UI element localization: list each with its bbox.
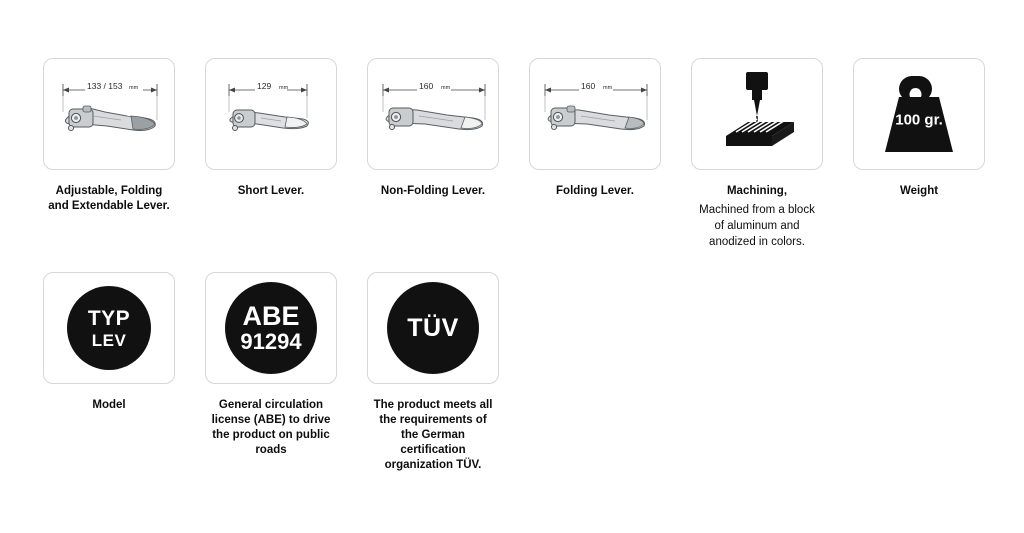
caption-line-1: Machining,: [726, 185, 788, 197]
caption-line-1: General circulation: [218, 399, 324, 411]
abe-card: [205, 272, 337, 384]
feature-weight: [846, 58, 992, 199]
badge-line-1: ABE: [242, 301, 300, 331]
caption-line-2: license (ABE) to drive: [211, 414, 331, 426]
model-card: [43, 272, 175, 384]
caption-line-1: Model: [92, 399, 126, 411]
tuv-badge-icon: [387, 282, 479, 374]
caption-line-1: The product meets all: [373, 399, 493, 411]
lever-folding-icon: [531, 60, 659, 168]
badge-line-1: TYP: [87, 306, 131, 330]
cnc-machining-icon: [702, 64, 812, 164]
badge-tuv: [360, 272, 506, 473]
dimension-unit: mm: [129, 85, 139, 91]
abe-badge-icon: [225, 282, 317, 374]
caption-line-1: Folding Lever.: [556, 185, 634, 197]
feature-non-folding-lever: [360, 58, 506, 199]
caption-line-1: Short Lever.: [237, 185, 305, 197]
feature-short-lever: [198, 58, 344, 199]
caption-line-1: Adjustable, Folding: [55, 185, 163, 197]
feature-caption: [522, 184, 668, 199]
dimension-value: 160: [419, 81, 434, 91]
lever-card: [205, 58, 337, 170]
caption-sub: [684, 202, 830, 250]
typ-lev-badge-icon: [67, 286, 151, 370]
caption-line-2: the requirements of: [379, 414, 487, 426]
caption-line-1: Non-Folding Lever.: [380, 185, 486, 197]
feature-caption: [684, 184, 830, 250]
dimension-value: 129: [257, 81, 272, 91]
lever-card: [529, 58, 661, 170]
caption-line-5: organization TÜV.: [384, 459, 482, 471]
caption-line-1: Weight: [899, 185, 939, 197]
badge-line-2: LEV: [91, 330, 127, 350]
feature-machining: [684, 58, 830, 250]
dimension-unit: mm: [279, 85, 289, 91]
lever-card: [43, 58, 175, 170]
badge-caption: [36, 398, 182, 413]
feature-adjustable-folding-extendable-lever: [36, 58, 182, 214]
caption-line-3: the German: [401, 429, 465, 441]
weight-card: [853, 58, 985, 170]
badge-caption: [360, 398, 506, 473]
lever-short-icon: [207, 60, 335, 168]
caption-sub-line-1: Machined from a block: [699, 204, 815, 216]
caption-sub-line-3: anodized in colors.: [709, 236, 805, 248]
weight-graphic: [869, 64, 969, 164]
badge-abe: [198, 272, 344, 458]
lever-card: [367, 58, 499, 170]
lever-non-folding-icon: [369, 60, 497, 168]
badge-caption: [198, 398, 344, 458]
feature-caption: [36, 184, 182, 214]
caption-sub-line-2: of aluminum and: [714, 220, 800, 232]
weight-value: 100 gr.: [895, 111, 943, 129]
feature-caption: [846, 184, 992, 199]
machining-card: [691, 58, 823, 170]
tuv-card: [367, 272, 499, 384]
badge-line-2: 91294: [240, 329, 302, 354]
badge-model: [36, 272, 182, 413]
badge-row-bottom: [36, 272, 522, 473]
feature-caption: [360, 184, 506, 199]
feature-row-top: [36, 58, 1008, 250]
caption-line-2: and Extendable Lever.: [48, 200, 170, 212]
feature-folding-lever: [522, 58, 668, 199]
feature-caption: [198, 184, 344, 199]
caption-line-3: the product on public: [212, 429, 330, 441]
dimension-unit: mm: [441, 85, 451, 91]
badge-line-1: TÜV: [407, 313, 459, 342]
dimension-unit: mm: [603, 85, 613, 91]
dimension-value: 133 / 153: [87, 81, 123, 91]
lever-adjustable-icon: [45, 60, 173, 168]
caption-line-4: roads: [255, 444, 287, 456]
dimension-value: 160: [581, 81, 596, 91]
caption-line-4: certification: [400, 444, 466, 456]
